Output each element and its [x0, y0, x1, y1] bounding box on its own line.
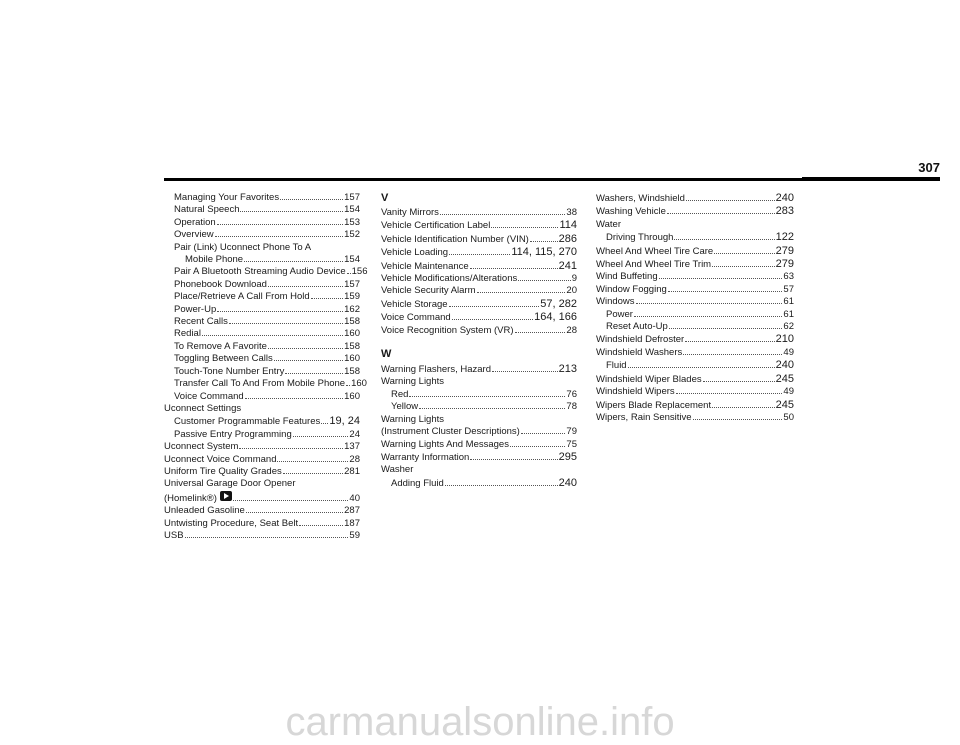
dot-leader: [492, 365, 558, 372]
index-entry-pages: 114: [559, 219, 577, 232]
index-entry-label: Phonebook Download: [174, 278, 267, 290]
index-entry-pages: 187: [344, 517, 360, 529]
index-entry-label: Warning Lights: [381, 413, 445, 425]
index-entry-label: Windows: [596, 296, 635, 308]
header-rule: [164, 178, 802, 181]
dot-leader: [477, 287, 566, 294]
dot-leader: [659, 273, 783, 280]
index-entry-pages: 160: [344, 390, 360, 402]
index-entry-pages: 75: [566, 438, 577, 450]
index-entry-pages: 137: [344, 441, 360, 453]
index-entry-pages: 20: [566, 285, 577, 297]
index-entry-label: Transfer Call To And From Mobile Phone: [174, 378, 346, 390]
index-entry-label: Water: [596, 218, 621, 230]
watermark: carmanualsonline.info: [285, 700, 675, 744]
index-entry-label: Place/Retrieve A Call From Hold: [174, 291, 310, 303]
dot-leader: [669, 322, 783, 329]
index-entry-pages: 240: [775, 359, 794, 372]
index-entry: [596, 245, 794, 258]
index-entry-label: Wheel And Wheel Tire Trim: [596, 259, 712, 271]
index-entry-pages: 153: [344, 216, 360, 228]
index-entry: [164, 279, 360, 291]
index-entry-pages: 57: [783, 283, 794, 295]
index-entry: [164, 518, 360, 530]
index-entry: [596, 333, 794, 346]
index-entry-pages: 28: [566, 324, 577, 336]
index-entry-pages: 295: [558, 450, 577, 463]
index-entry-pages: 213: [558, 363, 577, 376]
dot-leader: [268, 342, 343, 349]
dot-leader: [712, 260, 775, 267]
index-entry-label: Windshield Wipers: [596, 386, 675, 398]
header-rule-tab: [802, 177, 940, 181]
index-entry-pages: 160: [351, 378, 367, 390]
index-entry: [381, 285, 577, 297]
dot-leader: [419, 403, 565, 410]
index-entry-pages: 49: [783, 386, 794, 398]
dot-leader: [449, 249, 510, 256]
index-entry: [381, 246, 577, 259]
index-entry-label: Uconnect Voice Command: [164, 453, 277, 465]
index-entry-pages: 59: [349, 529, 360, 541]
index-entry-pages: 157: [344, 192, 360, 203]
index-entry: [596, 399, 794, 412]
dot-leader: [217, 218, 343, 225]
dot-leader: [676, 387, 783, 394]
index-entry-label: Natural Speech: [174, 204, 240, 216]
dot-leader: [244, 255, 343, 262]
index-entry-pages: 78: [566, 401, 577, 413]
dot-leader: [521, 427, 566, 434]
dot-leader: [185, 531, 349, 538]
dot-leader: [530, 235, 558, 242]
index-entry-label: Uconnect System: [164, 441, 239, 453]
dot-leader: [628, 362, 775, 369]
index-letter-heading: W: [381, 348, 392, 361]
index-entry-label: Window Fogging: [596, 283, 667, 295]
index-entry-pages: 61: [783, 308, 794, 320]
dot-leader: [277, 455, 348, 462]
index-entry-pages: 154: [344, 254, 360, 266]
index-entry-pages: 61: [783, 296, 794, 308]
index-entry: [596, 258, 794, 271]
dot-leader: [685, 336, 774, 343]
index-entry: [596, 192, 794, 205]
index-entry: [164, 242, 360, 254]
index-entry: [164, 204, 360, 216]
index-entry-pages: 160: [344, 328, 360, 340]
index-entry-label: Vehicle Modifications/Alterations: [381, 273, 518, 285]
index-entry-label: Voice Command: [381, 312, 451, 324]
dot-leader: [518, 274, 570, 281]
index-entry: [381, 464, 577, 476]
index-entry-label: Overview: [174, 229, 214, 241]
index-entry-label: Uconnect Settings: [164, 402, 242, 414]
index-entry: [164, 291, 360, 303]
dot-leader: [470, 262, 558, 269]
index-entry-pages: 122: [775, 231, 794, 244]
index-entry-pages: 240: [558, 476, 577, 489]
dot-leader: [311, 293, 343, 300]
index-entry-label: Mobile Phone: [185, 254, 244, 266]
index-entry-pages: 9: [571, 273, 577, 285]
index-entry-label: Washer: [381, 464, 414, 476]
index-entry-label: Uniform Tire Quality Grades: [164, 465, 282, 477]
index-column-3: [596, 192, 794, 424]
dot-leader: [246, 506, 343, 513]
index-entry: [381, 363, 577, 376]
index-entry: [164, 478, 360, 490]
index-entry: [381, 389, 577, 401]
index-entry-label: Voice Recognition System (VR): [381, 324, 514, 336]
index-entry-label: Warranty Information: [381, 451, 470, 463]
index-entry-label: Customer Programmable Features: [174, 416, 321, 428]
index-entry-pages: 158: [344, 340, 360, 352]
index-entry-label: Wheel And Wheel Tire Care: [596, 245, 714, 257]
index-entry-pages: 63: [783, 271, 794, 283]
dot-leader: [712, 401, 775, 408]
index-entry-label: USB: [164, 529, 184, 541]
index-entry: [596, 271, 794, 283]
dot-leader: [268, 280, 343, 287]
dot-leader: [346, 379, 350, 386]
index-entry: [164, 491, 360, 505]
dot-leader: [470, 453, 557, 460]
index-entry-pages: 159: [344, 291, 360, 303]
index-entry-pages: 62: [783, 321, 794, 333]
dot-leader: [515, 326, 566, 333]
index-entry-pages: 154: [344, 204, 360, 216]
index-entry-pages: 40: [349, 492, 360, 504]
index-entry-pages: 240: [775, 192, 794, 204]
index-entry-label: Passive Entry Programming: [174, 428, 292, 440]
index-entry: [164, 304, 360, 316]
index-entry: [596, 284, 794, 296]
index-entry-pages: 158: [344, 316, 360, 328]
dot-leader: [686, 194, 775, 201]
index-entry-pages: 286: [558, 232, 577, 245]
index-entry: [164, 341, 360, 353]
index-entry: [164, 454, 360, 466]
index-entry-label: Vehicle Identification Number (VIN): [381, 233, 529, 245]
index-entry: [381, 414, 577, 426]
dot-leader: [703, 375, 775, 382]
index-entry: [164, 266, 368, 278]
index-entry-label: Pair (Link) Uconnect Phone To A: [174, 241, 312, 253]
index-entry-label: Power: [606, 308, 633, 320]
media-icon: [220, 491, 232, 501]
index-entry-pages: 210: [775, 333, 794, 346]
index-entry: [596, 219, 794, 231]
index-entry-pages: 156: [351, 266, 368, 278]
dot-leader: [693, 413, 783, 420]
index-entry: [596, 231, 794, 244]
index-entry-label: Windshield Washers: [596, 346, 683, 358]
index-entry-label: Warning Flashers, Hazard: [381, 364, 491, 376]
index-entry: [164, 530, 360, 542]
index-entry: [164, 192, 360, 204]
index-entry: [381, 260, 577, 273]
index-entry: [164, 466, 360, 478]
dot-leader: [217, 305, 343, 312]
index-entry-label: Reset Auto-Up: [606, 321, 668, 333]
index-entry-pages: 79: [566, 426, 577, 438]
index-entry-label: Fluid: [606, 360, 627, 372]
index-entry-label: Windshield Wiper Blades: [596, 373, 702, 385]
index-column-2: [381, 192, 577, 490]
dot-leader: [714, 247, 774, 254]
dot-leader: [233, 494, 348, 501]
dot-leader: [452, 314, 533, 321]
index-entry-label: Red: [391, 388, 409, 400]
index-entry: [164, 316, 360, 328]
index-entry: [596, 347, 794, 359]
dot-leader: [668, 285, 783, 292]
index-entry-pages: 241: [558, 259, 577, 272]
dot-leader: [283, 467, 343, 474]
index-entry-label: Wind Buffeting: [596, 271, 658, 283]
index-entry: [381, 439, 577, 451]
index-entry-label: Voice Command: [174, 390, 244, 402]
index-entry-label: (Instrument Cluster Descriptions): [381, 426, 520, 438]
index-entry: [596, 386, 794, 398]
index-entry-label: Vehicle Loading: [381, 247, 449, 259]
index-entry: [164, 229, 360, 241]
index-entry-label: (Homelink®): [164, 492, 217, 504]
dot-leader: [215, 231, 344, 238]
index-entry-pages: 160: [344, 353, 360, 365]
index-entry-label: Adding Fluid: [391, 477, 444, 489]
index-entry: [596, 309, 794, 321]
index-entry-label: Vanity Mirrors: [381, 207, 439, 218]
index-entry-pages: 24: [349, 428, 360, 440]
index-entry-label: Washing Vehicle: [596, 206, 666, 218]
dot-leader: [321, 418, 328, 425]
index-entry-label: Managing Your Favorites: [174, 192, 280, 203]
index-entry: [164, 429, 360, 441]
index-entry-pages: 279: [775, 244, 794, 257]
index-entry: [381, 233, 577, 246]
index-entry-label: Pair A Bluetooth Streaming Audio Device: [174, 266, 346, 278]
index-entry-label: Washers, Windshield: [596, 193, 685, 204]
index-entry: [381, 298, 577, 311]
index-entry-pages: 245: [775, 398, 794, 411]
index-entry-label: Warning Lights: [381, 376, 445, 388]
index-entry: [164, 217, 360, 229]
index-entry-label: Universal Garage Door Opener: [164, 478, 296, 490]
index-entry-label: Vehicle Maintenance: [381, 260, 469, 272]
index-entry-label: Unleaded Gasoline: [164, 505, 245, 517]
index-entry-pages: 279: [775, 258, 794, 271]
index-entry: [596, 296, 794, 308]
dot-leader: [636, 298, 783, 305]
index-entry: [164, 505, 360, 517]
dot-leader: [445, 479, 558, 486]
index-entry-pages: 283: [775, 205, 794, 218]
index-entry-pages: 50: [783, 411, 794, 423]
index-entry-pages: 38: [566, 207, 577, 218]
index-entry-label: Vehicle Security Alarm: [381, 285, 476, 297]
index-entry-pages: 49: [783, 346, 794, 358]
index-entry: [164, 366, 360, 378]
index-entry: [164, 254, 360, 266]
index-entry: [164, 391, 360, 403]
dot-leader: [491, 222, 558, 229]
index-entry: [596, 205, 794, 218]
index-entry-label: Redial: [174, 328, 201, 340]
dot-leader: [634, 310, 782, 317]
index-entry: [381, 273, 577, 285]
page-number: 307: [918, 160, 940, 175]
index-entry-label: Power-Up: [174, 303, 217, 315]
dot-leader: [667, 208, 775, 215]
index-letter-heading: V: [381, 192, 389, 204]
index-entry-pages: 76: [566, 388, 577, 400]
index-entry-pages: 245: [775, 372, 794, 385]
index-column-1: [164, 192, 368, 542]
index-entry-pages: 281: [344, 465, 360, 477]
index-entry-pages: 287: [344, 505, 360, 517]
dot-leader: [239, 442, 343, 449]
index-entry-pages: 152: [344, 229, 360, 241]
dot-leader: [683, 348, 782, 355]
index-entry: [596, 359, 794, 372]
index-entry-label: Windshield Defroster: [596, 334, 685, 346]
dot-leader: [285, 367, 343, 374]
index-entry-label: Warning Lights And Messages: [381, 438, 509, 450]
dot-leader: [293, 430, 349, 437]
dot-leader: [299, 519, 343, 526]
index-entry-pages: 158: [344, 365, 360, 377]
index-entry: [164, 403, 360, 415]
index-entry-pages: 162: [344, 303, 360, 315]
index-entry: [381, 219, 577, 232]
dot-leader: [240, 206, 343, 213]
index-entry: [381, 376, 577, 388]
index-entry-pages: 28: [349, 453, 360, 465]
dot-leader: [274, 355, 343, 362]
dot-leader: [280, 193, 343, 200]
dot-leader: [202, 330, 343, 337]
index-entry: [381, 401, 577, 413]
index-entry: [164, 415, 360, 428]
index-entry: [381, 451, 577, 464]
section-gap: [381, 337, 577, 348]
dot-leader: [510, 440, 565, 447]
dot-leader: [440, 208, 566, 215]
index-entry-label: Vehicle Storage: [381, 298, 448, 310]
index-entry-label: Driving Through: [606, 232, 674, 244]
index-entry-label: Touch-Tone Number Entry: [174, 365, 285, 377]
index-entry-label: Operation: [174, 216, 216, 228]
dot-leader: [409, 390, 565, 397]
index-entry: [381, 477, 577, 490]
dot-leader: [245, 392, 343, 399]
index-entry-label: Recent Calls: [174, 316, 228, 328]
dot-leader: [229, 317, 343, 324]
index-entry: [164, 378, 367, 390]
index-entry: [381, 207, 577, 219]
index-entry-pages: 164, 166: [534, 311, 577, 324]
index-entry-pages: 57, 282: [540, 297, 577, 310]
index-entry-label: Toggling Between Calls: [174, 353, 273, 365]
index-entry-pages: 19, 24: [329, 415, 360, 428]
index-entry-label: Vehicle Certification Label: [381, 220, 491, 232]
index-entry-label: Yellow: [391, 401, 419, 413]
index-entry: [164, 441, 360, 453]
dot-leader: [674, 234, 774, 241]
index-entry: [596, 373, 794, 386]
dot-leader: [449, 300, 540, 307]
index-entry: [596, 412, 794, 424]
index-entry-pages: 114, 115, 270: [511, 246, 577, 259]
index-entry-pages: 157: [344, 278, 360, 290]
index-entry-label: Wipers Blade Replacement: [596, 399, 712, 411]
index-entry-label: To Remove A Favorite: [174, 340, 267, 352]
index-entry: [164, 328, 360, 340]
dot-leader: [347, 268, 351, 275]
index-entry: [381, 311, 577, 324]
index-entry-label: Untwisting Procedure, Seat Belt: [164, 517, 299, 529]
index-entry: [381, 325, 577, 337]
index-entry-label: Wipers, Rain Sensitive: [596, 411, 692, 423]
index-entry: [164, 353, 360, 365]
index-entry: [596, 321, 794, 333]
index-entry: [381, 426, 577, 438]
